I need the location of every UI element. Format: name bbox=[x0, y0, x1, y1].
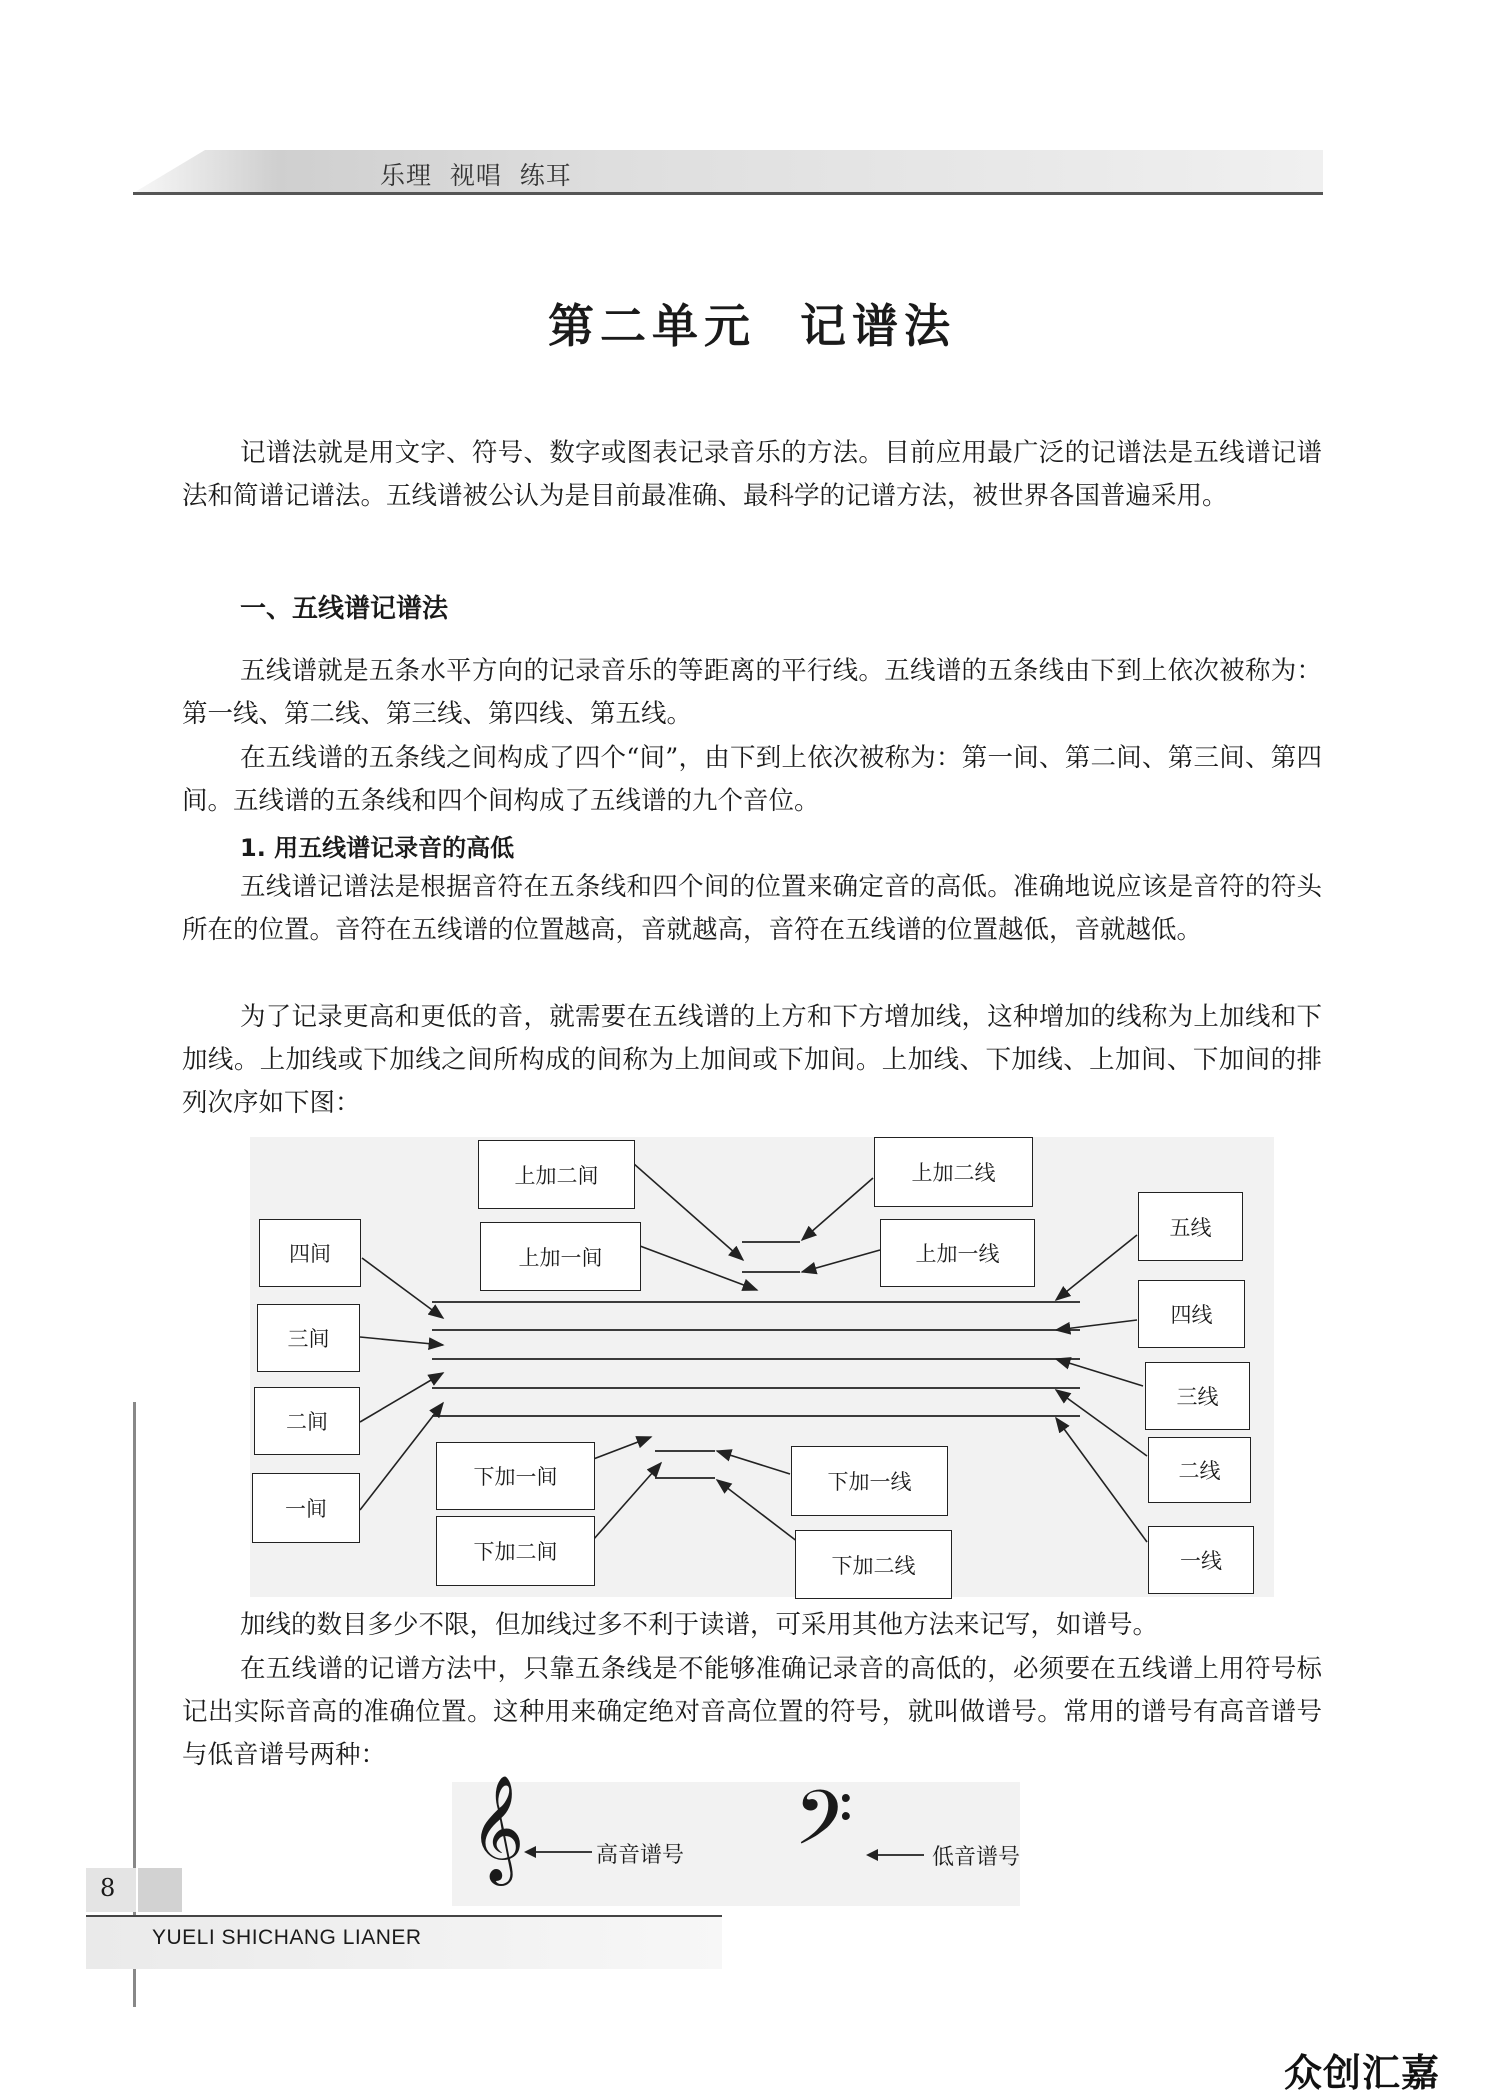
label-line-1: 一线 bbox=[1148, 1526, 1254, 1594]
label-lower-line-2: 下加二线 bbox=[795, 1530, 952, 1599]
label-line-5: 五线 bbox=[1138, 1192, 1243, 1261]
label-space-3: 三间 bbox=[257, 1304, 360, 1372]
label-upper-space-2: 上加二间 bbox=[478, 1140, 635, 1209]
section-heading: 一、五线谱记谱法 bbox=[240, 594, 449, 624]
paragraph-staff-spaces: 在五线谱的五条线之间构成了四个“间”，由下到上依次被称为：第一间、第二间、第三间、第四间。五线谱的五条线和四个间构成了五线谱的九个音位。 bbox=[182, 743, 1322, 816]
paragraph-pitch: 五线谱记谱法是根据音符在五条线和四个间的位置来确定音的高低。准确地说应该是音符的符头所在的位置。音符在五线谱的位置越高，音就越高，音符在五线谱的位置越低，音就越低。 bbox=[182, 872, 1322, 945]
paragraph-staff-lines: 五线谱就是五条水平方向的记录音乐的等距离的平行线。五线谱的五条线由下到上依次被称为：第一线、第二线、第三线、第四线、第五线。 bbox=[182, 656, 1322, 729]
paragraph-ledger-lines: 为了记录更高和更低的音，就需要在五线谱的上方和下方增加线，这种增加的线称为上加线和下加线。上加线或下加线之间所构成的间称为上加间或下加间。上加线、下加线、上加间、下加间的排列次序如下图： bbox=[182, 1002, 1322, 1118]
arrow-upper-line-2 bbox=[802, 1178, 873, 1240]
label-space-4: 四间 bbox=[259, 1219, 361, 1287]
bass-arrow-icon bbox=[866, 1848, 926, 1862]
label-line-4: 四线 bbox=[1138, 1280, 1245, 1348]
label-upper-line-1: 上加一线 bbox=[880, 1219, 1035, 1287]
label-line-3: 三线 bbox=[1145, 1362, 1250, 1430]
arrow-line-2 bbox=[1056, 1390, 1147, 1456]
intro-paragraph: 记谱法就是用文字、符号、数字或图表记录音乐的方法。目前应用最广泛的记谱法是五线谱记谱法和简谱记谱法。五线谱被公认为是目前最准确、最科学的记谱方法，被世界各国普遍采用。 bbox=[182, 438, 1322, 511]
label-lower-space-1: 下加一间 bbox=[436, 1442, 595, 1510]
arrow-lower-space-2 bbox=[593, 1463, 661, 1540]
arrow-lower-line-1 bbox=[717, 1451, 790, 1474]
arrow-line-3 bbox=[1056, 1359, 1143, 1386]
treble-arrow-icon bbox=[524, 1845, 594, 1859]
arrow-line-1 bbox=[1056, 1418, 1147, 1542]
arrow-upper-line-1 bbox=[802, 1250, 880, 1272]
page-number: 8 bbox=[100, 1874, 116, 1902]
label-space-1: 一间 bbox=[252, 1473, 360, 1543]
paragraph-clefs: 在五线谱的记谱方法中，只靠五条线是不能够准确记录音的高低的，必须要在五线谱上用符号标记出实际音高的准确位置。这种用来确定绝对音高位置的符号，就叫做谱号。常用的谱号有高音谱号与低音谱号两种： bbox=[182, 1654, 1322, 1770]
arrow-space-3 bbox=[360, 1337, 443, 1345]
arrow-space-1 bbox=[360, 1403, 443, 1510]
paragraph-ledger-limit: 加线的数目多少不限，但加线过多不利于读谱，可采用其他方法来记写，如谱号。 bbox=[240, 1610, 1159, 1640]
arrow-space-2 bbox=[360, 1373, 443, 1422]
label-upper-space-1: 上加一间 bbox=[480, 1222, 641, 1291]
title-topic: 记谱法 bbox=[800, 299, 956, 353]
label-upper-line-2: 上加二线 bbox=[874, 1137, 1033, 1207]
treble-clef-label: 高音谱号 bbox=[596, 1843, 685, 1868]
bass-clef-icon: 𝄢 bbox=[794, 1774, 854, 1881]
title-unit: 第二单元 bbox=[548, 299, 756, 353]
label-lower-space-2: 下加二间 bbox=[436, 1516, 595, 1586]
series-title: YUELI SHICHANG LIANER bbox=[152, 1926, 422, 1949]
arrow-upper-space-2 bbox=[633, 1163, 743, 1260]
label-line-2: 二线 bbox=[1148, 1437, 1251, 1503]
arrow-upper-space-1 bbox=[640, 1246, 757, 1290]
running-header: 乐理 视唱 练耳 bbox=[380, 161, 572, 190]
watermark: 众创汇嘉 bbox=[1284, 2051, 1441, 2095]
arrow-line-4 bbox=[1056, 1320, 1137, 1330]
bass-clef-label: 低音谱号 bbox=[932, 1845, 1021, 1870]
treble-clef-icon: 𝄞 bbox=[470, 1774, 525, 1881]
arrow-line-5 bbox=[1056, 1235, 1137, 1300]
page-marker-square bbox=[138, 1868, 182, 1912]
subsection-heading: 1. 用五线谱记录音的高低 bbox=[240, 834, 515, 862]
label-lower-line-1: 下加一线 bbox=[791, 1446, 948, 1516]
label-space-2: 二间 bbox=[254, 1387, 360, 1455]
arrow-lower-line-2 bbox=[717, 1480, 798, 1542]
arrow-space-4 bbox=[362, 1258, 443, 1318]
